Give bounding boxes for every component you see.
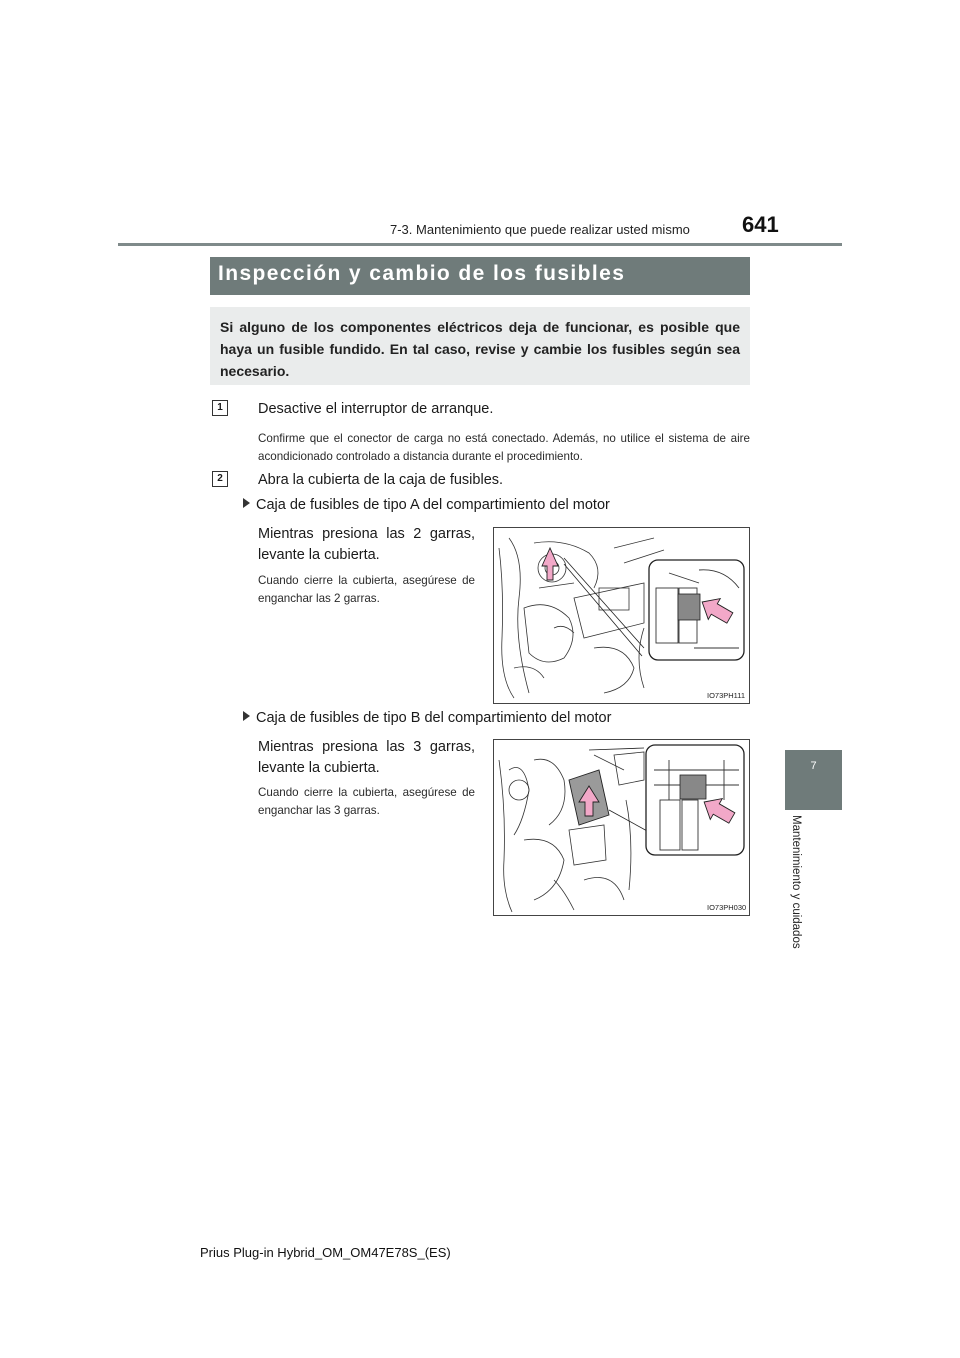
figure-fuse-box-b	[493, 739, 750, 916]
fuse-type-b-heading: Caja de fusibles de tipo B del compartimiento del motor	[243, 710, 611, 726]
step-1-text: Desactive el interruptor de arranque.	[258, 401, 494, 417]
fuse-type-b-instruction: Mientras presiona las 3 garras, levante la cubierta.	[258, 739, 475, 776]
header-rule	[118, 243, 842, 246]
fuse-type-a-heading: Caja de fusibles de tipo A del compartimiento del motor	[243, 497, 610, 513]
step-number-1: 1	[212, 400, 228, 416]
chapter-number: 7	[810, 760, 817, 772]
step-2-text: Abra la cubierta de la caja de fusibles.	[258, 472, 504, 488]
fuse-type-a-note: Cuando cierre la cubierta, asegúrese de enganchar las 2 garras.	[258, 574, 475, 605]
bullet-triangle-icon	[243, 498, 250, 508]
step-number-2: 2	[212, 471, 228, 487]
page-number: 641	[742, 212, 779, 237]
engine-compartment-b-illustration	[494, 740, 749, 915]
fuse-type-b-note: Cuando cierre la cubierta, asegúrese de enganchar las 3 garras.	[258, 786, 475, 817]
page-title: Inspección y cambio de los fusibles	[218, 262, 626, 285]
bullet-triangle-icon	[243, 711, 250, 721]
chapter-tab	[785, 750, 842, 810]
step-1-note: Confirme que el conector de carga no está conectado. Además, no utilice el sistema de aire acondicionado controlado a distancia durante el procedimiento.	[258, 432, 750, 463]
figure-fuse-box-a	[493, 527, 750, 704]
fuse-type-a-instruction: Mientras presiona las 2 garras, levante la cubierta.	[258, 526, 475, 563]
figure-id-b: IO73PH030	[707, 903, 747, 912]
chapter-label: Mantenimiento y cuidados	[790, 815, 802, 949]
figure-id-a: IO73PH111	[707, 691, 746, 700]
engine-compartment-a-illustration	[494, 528, 749, 703]
footer-model: Prius Plug-in Hybrid_OM_OM47E78S_(ES)	[200, 1245, 451, 1260]
intro-box: Si alguno de los componentes eléctricos deja de funcionar, es posible que haya un fusible fundido. En tal caso, revise y cambie los fusibles según sea necesario.	[210, 307, 750, 385]
running-header-section: 7-3. Mantenimiento que puede realizar usted mismo	[390, 222, 690, 237]
